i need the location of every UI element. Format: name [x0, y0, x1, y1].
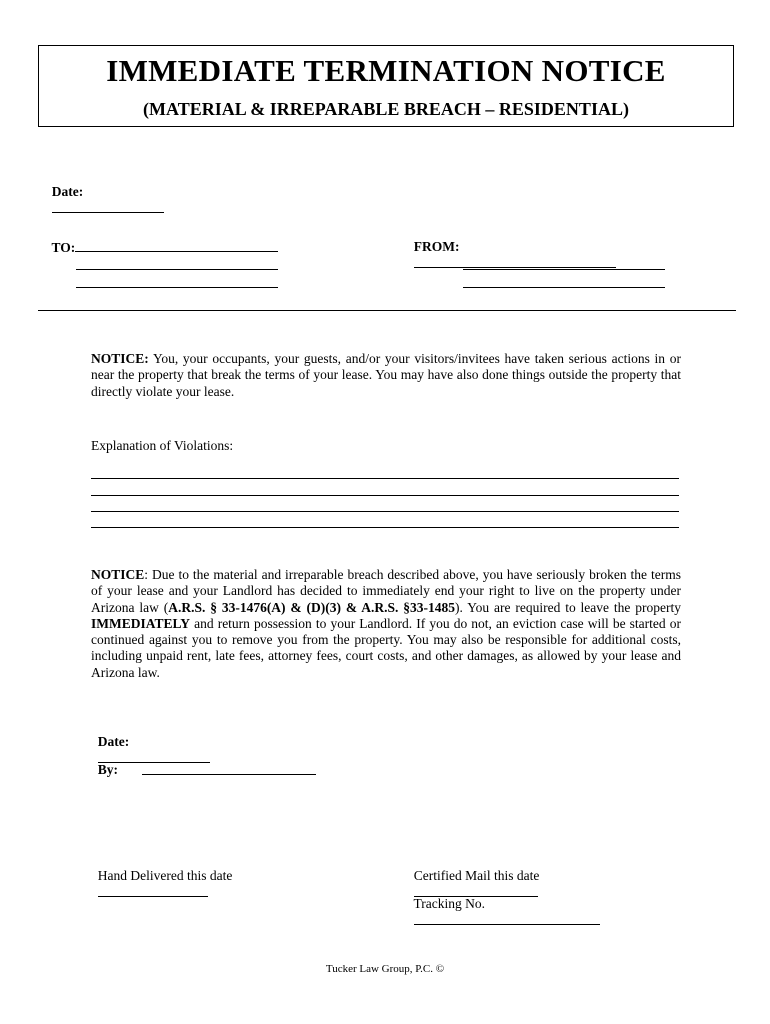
explanation-line-3[interactable] — [91, 511, 679, 512]
notice-2-text-a: : Due to the material and irreparable breach described above, you have seriously broken the terms of your lease and your Landlord has decided to immediately end your right to live on the property under Arizona law ( — [91, 567, 681, 615]
section-divider — [38, 310, 736, 311]
document-subtitle: (MATERIAL & IRREPARABLE BREACH – RESIDENTIAL) — [143, 99, 629, 119]
notice-paragraph-2 — [91, 567, 681, 681]
statute-reference: A.R.S. § 33-1476(A) & (D)(3) & A.R.S. §33-1485 — [168, 599, 455, 615]
tracking-label: Tracking No. — [413, 896, 486, 911]
by-label: By: — [97, 762, 118, 777]
notice-2-text-c: and return possession to your Landlord. If you do not, an eviction case will be started or continued against you to remove you from the property. You may also be responsible for additional costs, including unpaid rent, late fees, attorney fees, court costs, and other damages, as allowed by your lease and Arizona law. — [91, 615, 681, 680]
from-address-line-3 — [456, 259, 665, 292]
hand-delivered-label: Hand Delivered this date — [97, 868, 233, 883]
immediately-emphasis: IMMEDIATELY — [91, 615, 191, 631]
to-label: TO: — [51, 240, 76, 255]
document-title: IMMEDIATE TERMINATION NOTICE — [106, 53, 666, 88]
notice-paragraph-1 — [91, 351, 681, 400]
from-label: FROM: — [413, 239, 460, 254]
explanation-line-2[interactable] — [91, 495, 679, 496]
to-address-line-3 — [69, 259, 278, 292]
notice-text: You, your occupants, your guests, and/or your visitors/invitees have taken serious actions in or near the property that break the terms of your lease. You may have also done things outside the property that directly violate your lease. — [91, 351, 681, 399]
footer-copyright: Tucker Law Group, P.C. © — [325, 963, 445, 975]
explanation-line-1[interactable] — [91, 478, 679, 479]
tracking-field — [407, 880, 600, 929]
notice-2-label: NOTICE — [91, 567, 145, 582]
title-box — [38, 45, 734, 127]
notice-label: NOTICE: — [91, 351, 149, 366]
hand-delivered-field — [91, 852, 232, 901]
from-blank-3[interactable] — [463, 275, 665, 288]
notice-2-text-b: ). You are required to leave the property — [455, 599, 681, 615]
by-field — [91, 746, 118, 778]
explanation-label: Explanation of Violations: — [91, 438, 234, 453]
explanation-line-4[interactable] — [91, 527, 679, 528]
to-blank-3[interactable] — [76, 275, 278, 288]
certified-mail-label: Certified Mail this date — [413, 868, 540, 883]
by-line — [135, 746, 316, 779]
tracking-blank[interactable] — [414, 912, 600, 925]
date-blank[interactable] — [52, 200, 164, 213]
hand-delivered-blank[interactable] — [98, 884, 208, 897]
date-label: Date: — [51, 184, 84, 199]
by-blank[interactable] — [142, 762, 316, 775]
date-field — [45, 168, 164, 217]
sign-date-label: Date: — [97, 734, 130, 749]
